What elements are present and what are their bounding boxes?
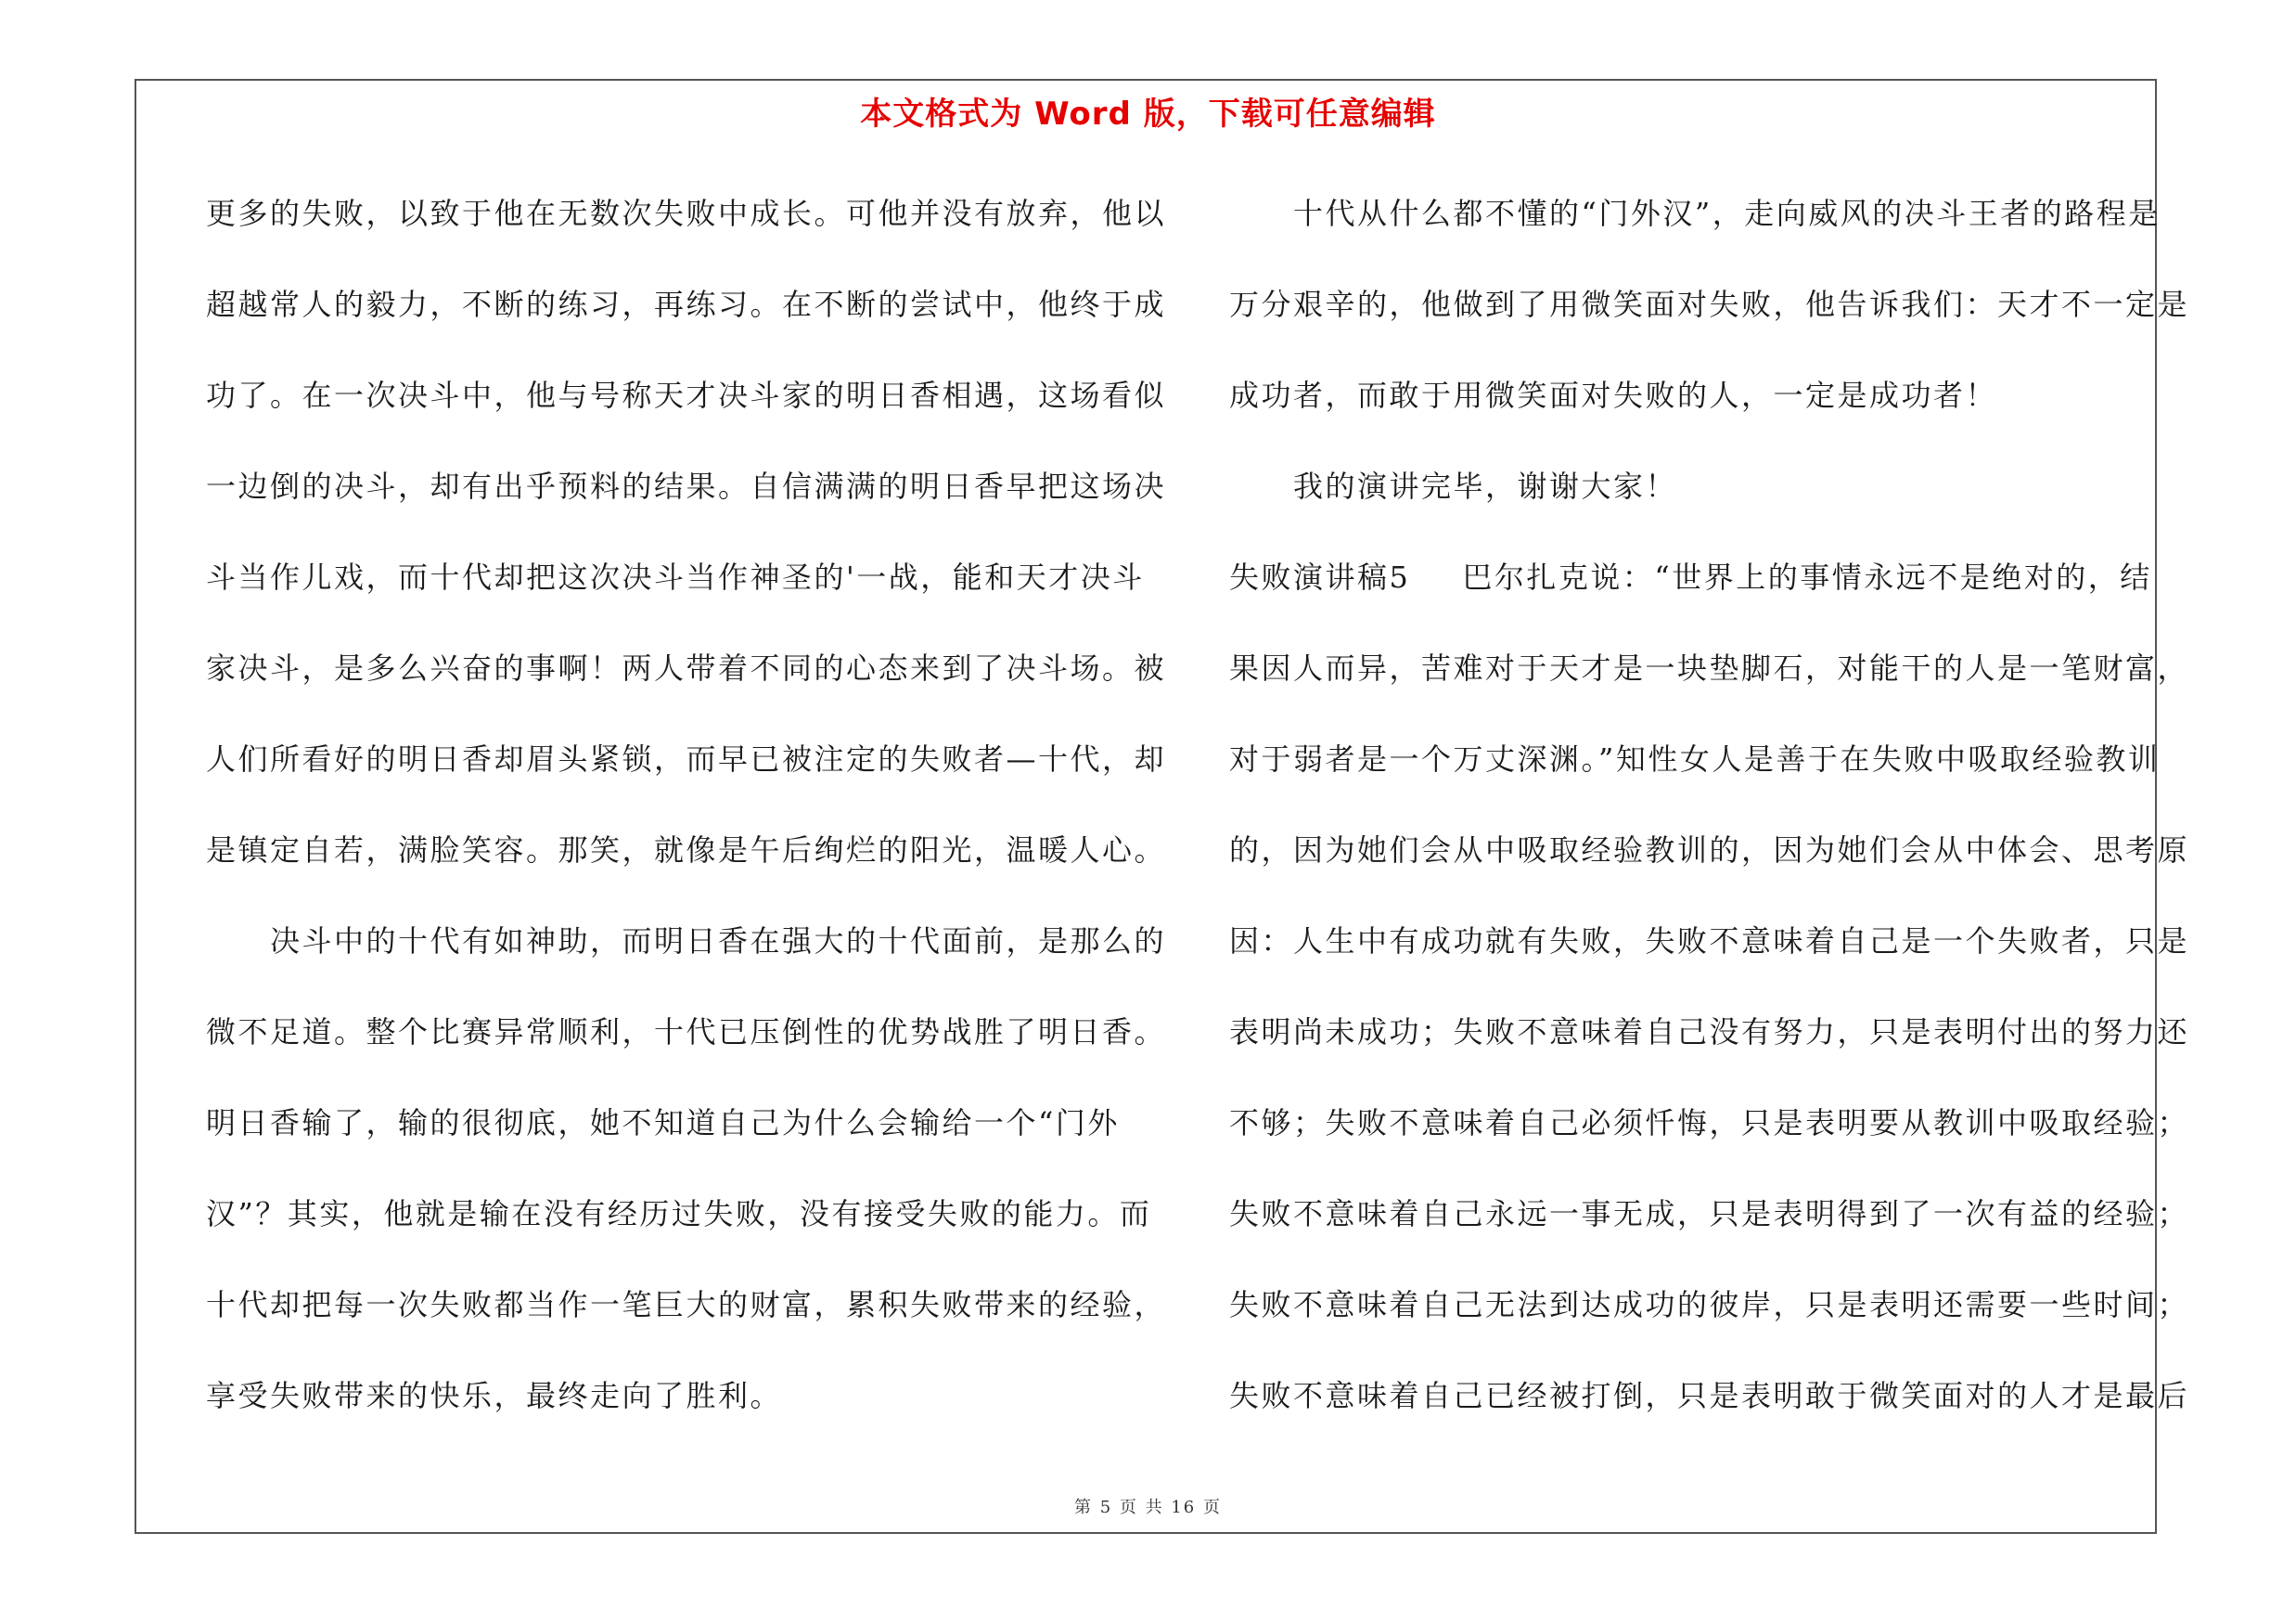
paragraph-line: 对于弱者是一个万丈深渊。”知性女人是善于在失败中吸取经验教训 bbox=[1229, 741, 2161, 777]
paragraph-line: 功了。在一次决斗中，他与号称天才决斗家的明日香相遇，这场看似 bbox=[206, 378, 1167, 413]
paragraph-line: 明日香输了，输的很彻底，她不知道自己为什么会输给一个“门外 bbox=[206, 1105, 1120, 1140]
right-column bbox=[1229, 181, 2190, 1454]
format-banner: 本文格式为 Word 版，下载可任意编辑 bbox=[860, 96, 1436, 133]
paragraph-line: 我的演讲完毕，谢谢大家！ bbox=[1229, 469, 1678, 504]
paragraph-line: 汉”？其实，他就是输在没有经历过失败，没有接受失败的能力。而 bbox=[206, 1196, 1152, 1231]
page-number-footer: 第 5 页 共 16 页 bbox=[1074, 1498, 1222, 1517]
paragraph-line: 失败不意味着自己已经被打倒，只是表明敢于微笑面对的人才是最后 bbox=[1229, 1378, 2190, 1413]
paragraph-line: 成功者，而敢于用微笑面对失败的人，一定是成功者！ bbox=[1229, 378, 1998, 413]
paragraph-line: 一边倒的决斗，却有出乎预料的结果。自信满满的明日香早把这场决 bbox=[206, 469, 1167, 504]
paragraph-line: 是镇定自若，满脸笑容。那笑，就像是午后绚烂的阳光，温暖人心。 bbox=[206, 832, 1167, 868]
paragraph-line: 人们所看好的明日香却眉头紧锁，而早已被注定的失败者—十代，却 bbox=[206, 741, 1167, 777]
section-heading-label: 失败演讲稿5 bbox=[1229, 560, 1411, 595]
paragraph-line: 更多的失败，以致于他在无数次失败中成长。可他并没有放弃，他以 bbox=[206, 196, 1167, 231]
paragraph-line: 十代却把每一次失败都当作一笔巨大的财富，累积失败带来的经验， bbox=[206, 1287, 1167, 1322]
paragraph-line: 超越常人的毅力，不断的练习，再练习。在不断的尝试中，他终于成 bbox=[206, 287, 1167, 322]
paragraph-line: 万分艰辛的，他做到了用微笑面对失败，他告诉我们：天才不一定是 bbox=[1229, 287, 2190, 322]
paragraph-line: 失败不意味着自己无法到达成功的彼岸，只是表明还需要一些时间； bbox=[1229, 1287, 2190, 1322]
paragraph-line: 享受失败带来的快乐，最终走向了胜利。 bbox=[206, 1378, 783, 1413]
paragraph-line: 不够；失败不意味着自己必须忏悔，只是表明要从教训中吸取经验； bbox=[1229, 1105, 2190, 1140]
paragraph-line: 决斗中的十代有如神助，而明日香在强大的十代面前，是那么的 bbox=[206, 923, 1167, 959]
paragraph-line: 果因人而异，苦难对于天才是一块垫脚石，对能干的人是一笔财富， bbox=[1229, 650, 2190, 686]
paragraph-line: 因：人生中有成功就有失败，失败不意味着自己是一个失败者，只是 bbox=[1229, 923, 2190, 959]
paragraph-line: 表明尚未成功；失败不意味着自己没有努力，只是表明付出的努力还 bbox=[1229, 1014, 2190, 1050]
section-heading-line bbox=[1229, 545, 2161, 636]
paragraph-line: 失败不意味着自己永远一事无成，只是表明得到了一次有益的经验； bbox=[1229, 1196, 2190, 1231]
paragraph-line: 的，因为她们会从中吸取经验教训的，因为她们会从中体会、思考原 bbox=[1229, 832, 2190, 868]
paragraph-line: 微不足道。整个比赛异常顺利，十代已压倒性的优势战胜了明日香。 bbox=[206, 1014, 1167, 1050]
paragraph-line: 十代从什么都不懂的“门外汉”，走向威风的决斗王者的路程是 bbox=[1229, 196, 2161, 231]
paragraph-line: 家决斗，是多么兴奋的事啊！两人带着不同的心态来到了决斗场。被 bbox=[206, 650, 1167, 686]
paragraph-line: 斗当作儿戏，而十代却把这次决斗当作神圣的'一战，能和天才决斗 bbox=[206, 560, 1145, 595]
left-column bbox=[206, 181, 1167, 1454]
section-heading-text: 巴尔扎克说：“世界上的事情永远不是绝对的，结 bbox=[1462, 560, 2152, 595]
